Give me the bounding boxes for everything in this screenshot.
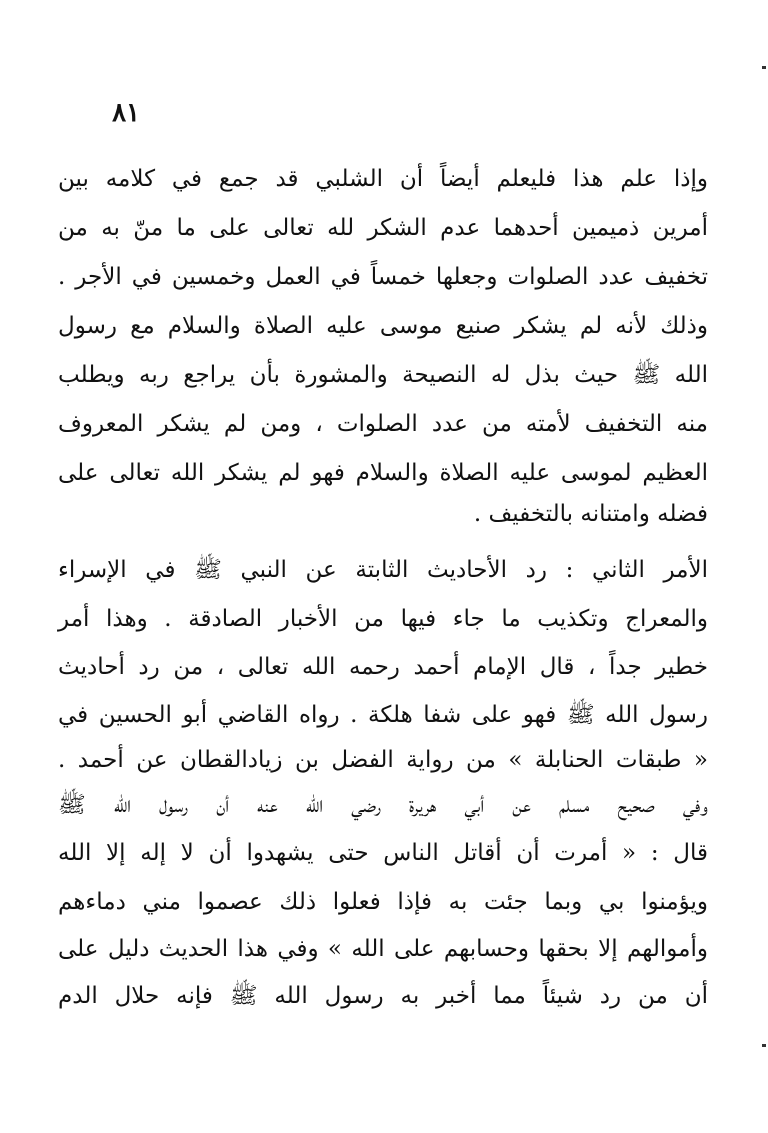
paragraph-1-line-5: الله ﷺ حيث بذل له النصيحة والمشورة بأن يراجع ربه ويطلب bbox=[58, 362, 708, 388]
paragraph-2-line-1: الأمر الثاني : رد الأحاديث الثابتة عن النبي ﷺ في الإسراء bbox=[58, 557, 708, 583]
paragraph-1-line-6: منه التخفيف لأمته من عدد الصلوات ، ومن لم يشكر المعروف bbox=[58, 411, 708, 437]
paragraph-2-line-10: أن من رد شيئاً مما أخبر به رسول الله ﷺ فإنه حلال الدم bbox=[58, 983, 708, 1009]
paragraph-2-line-6: وفي صحيح مسلم عن أبي هريرة رضي الله عنه أن رسول الله ﷺ bbox=[58, 792, 708, 818]
paragraph-2-line-5: « طبقات الحنابلة » من رواية الفضل بن زيادالقطان عن أحمد . bbox=[58, 747, 708, 773]
scan-mark-bottom bbox=[762, 1044, 766, 1047]
paragraph-2-line-2: والمعراج وتكذيب ما جاء فيها من الأخبار الصادقة . وهذا أمر bbox=[58, 606, 708, 632]
scan-mark-top bbox=[762, 66, 766, 69]
paragraph-1-line-1: وإذا علم هذا فليعلم أيضاً أن الشلبي قد جمع في كلامه بين bbox=[58, 166, 708, 192]
paragraph-1-line-7: العظيم لموسى عليه الصلاة والسلام فهو لم يشكر الله تعالى على bbox=[58, 460, 708, 486]
paragraph-2-line-3: خطير جداً ، قال الإمام أحمد رحمه الله تعالى ، من رد أحاديث bbox=[58, 654, 708, 680]
paragraph-2-line-4: رسول الله ﷺ فهو على شفا هلكة . رواه القاضي أبو الحسين في bbox=[58, 702, 708, 728]
page-number: ٨١ bbox=[112, 98, 140, 128]
paragraph-2-line-8: ويؤمنوا بي وبما جئت به فإذا فعلوا ذلك عصموا مني دماءهم bbox=[58, 889, 708, 915]
paragraph-1-line-2: أمرين ذميمين أحدهما عدم الشكر لله تعالى على ما منّ به من bbox=[58, 215, 708, 241]
paragraph-2-line-7: قال : « أمرت أن أقاتل الناس حتى يشهدوا أن لا إله إلا الله bbox=[58, 840, 708, 866]
paragraph-1-line-8: فضله وامتنانه بالتخفيف . bbox=[473, 501, 708, 527]
paragraph-1-line-3: تخفيف عدد الصلوات وجعلها خمساً في العمل وخمسين في الأجر . bbox=[58, 264, 708, 290]
paragraph-1-line-4: وذلك لأنه لم يشكر صنيع موسى عليه الصلاة والسلام مع رسول bbox=[58, 313, 708, 339]
paragraph-2-line-9: وأموالهم إلا بحقها وحسابهم على الله » وفي هذا الحديث دليل على bbox=[58, 936, 708, 962]
